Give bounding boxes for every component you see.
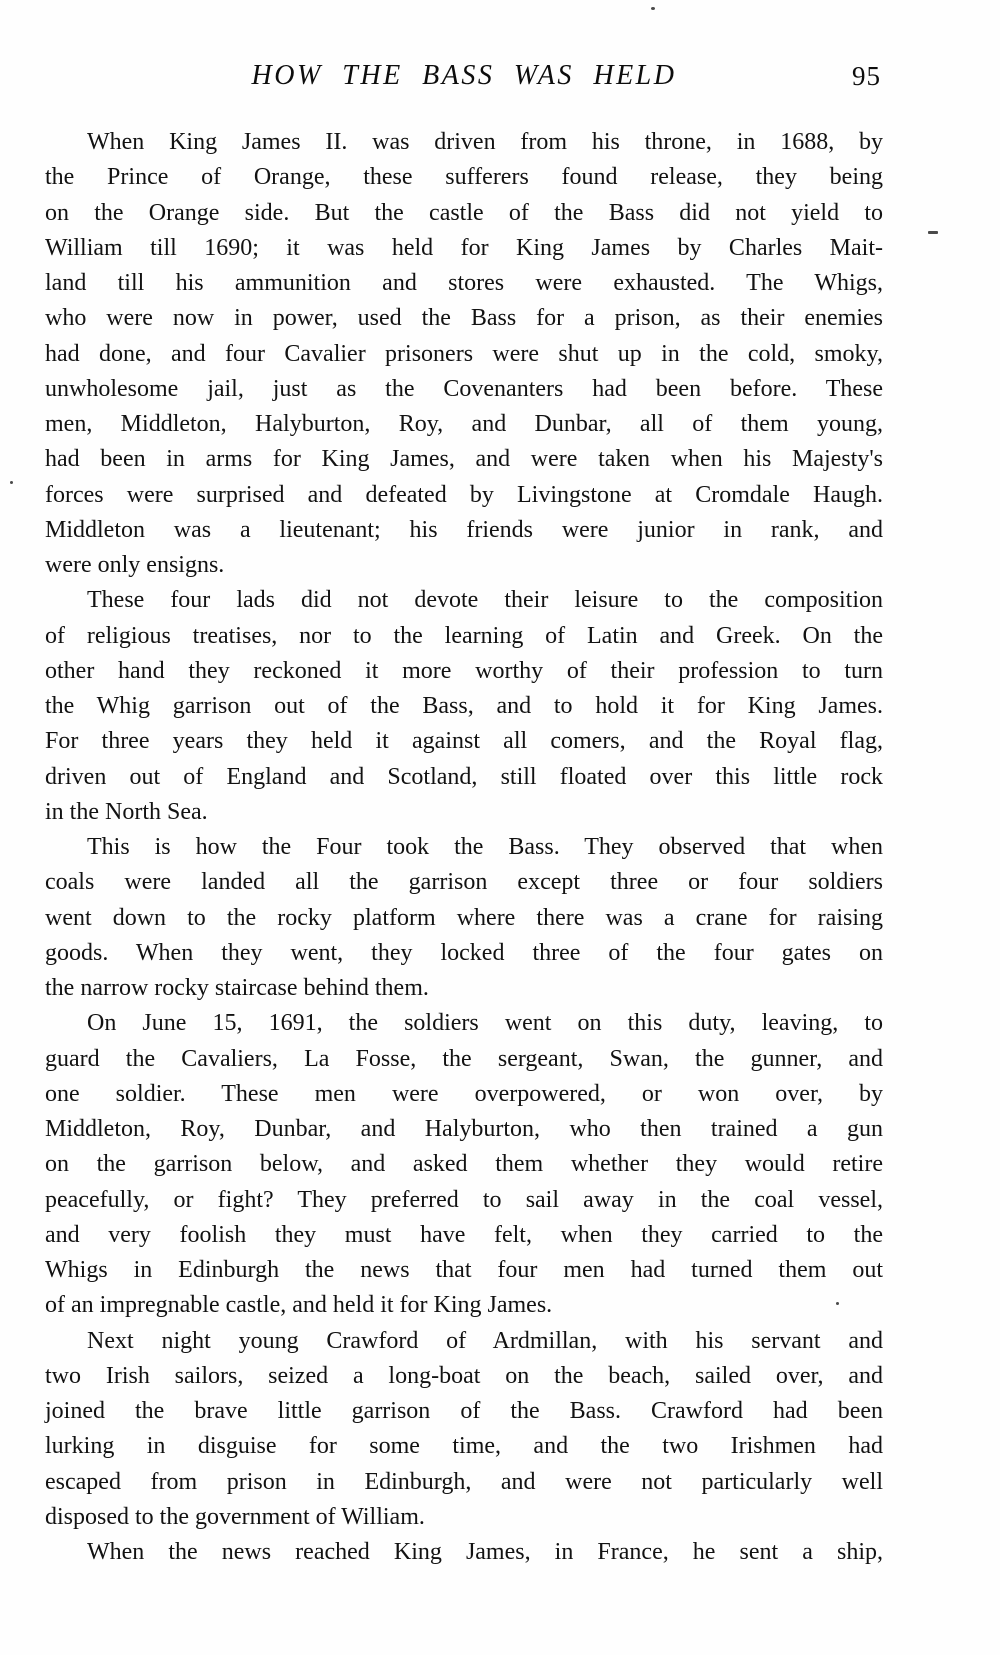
text-line: driven out of England and Scotland, still floated over this little rock <box>45 763 883 790</box>
text-line: William till 1690; it was held for King James by Charles Mait- <box>45 234 883 261</box>
text-line: Next night young Crawford of Ardmillan, with his servant and <box>87 1327 883 1354</box>
text-line: were only ensigns. <box>45 552 225 578</box>
text-line: one soldier. These men were overpowered, or won over, by <box>45 1080 883 1107</box>
text-line: guard the Cavaliers, La Fosse, the sergeant, Swan, the gunner, and <box>45 1045 883 1072</box>
text-line: On June 15, 1691, the soldiers went on this duty, leaving, to <box>87 1010 883 1037</box>
page-body <box>45 125 883 1570</box>
text-line: Middleton, Roy, Dunbar, and Halyburton, who then trained a gun <box>45 1116 883 1142</box>
text-line: went down to the rocky platform where there was a crane for raising <box>45 904 883 931</box>
text-line: When King James II. was driven from his throne, in 1688, by <box>87 129 883 155</box>
text-line: This is how the Four took the Bass. They observed that when <box>87 834 883 860</box>
text-line: the narrow rocky staircase behind them. <box>45 975 429 1001</box>
scan-speck <box>10 481 13 484</box>
text-line: who were now in power, used the Bass for a prison, as their enemies <box>45 305 883 332</box>
text-line: had been in arms for King James, and were taken when his Majesty's <box>45 446 883 473</box>
text-line: These four lads did not devote their leisure to the composition <box>87 587 883 614</box>
text-line: other hand they reckoned it more worthy of their profession to turn <box>45 657 883 684</box>
text-line: on the garrison below, and asked them whether they would retire <box>45 1151 883 1178</box>
text-line: joined the brave little garrison of the Bass. Crawford had been <box>45 1398 883 1424</box>
chapter-title: HOW THE BASS WAS HELD <box>251 60 677 91</box>
text-line: coals were landed all the garrison except three or four soldiers <box>45 869 883 896</box>
text-line: men, Middleton, Halyburton, Roy, and Dunbar, all of them young, <box>45 411 883 437</box>
scan-speck <box>928 231 938 234</box>
text-line: When the news reached King James, in France, he sent a ship, <box>87 1539 883 1565</box>
text-line: in the North Sea. <box>45 798 208 825</box>
text-line: forces were surprised and defeated by Livingstone at Cromdale Haugh. <box>45 481 883 508</box>
text-line: goods. When they went, they locked three of the four gates on <box>45 939 883 966</box>
scan-speck <box>836 1302 839 1305</box>
text-line: of an impregnable castle, and held it for King James. <box>45 1292 553 1319</box>
text-line: of religious treatises, nor to the learning of Latin and Greek. On the <box>45 622 883 649</box>
text-line: land till his ammunition and stores were exhausted. The Whigs, <box>45 270 883 296</box>
text-line: lurking in disguise for some time, and the two Irishmen had <box>45 1433 883 1460</box>
text-line: Whigs in Edinburgh the news that four men had turned them out <box>45 1257 883 1283</box>
page-header <box>45 60 883 96</box>
text-line: on the Orange side. But the castle of the Bass did not yield to <box>45 199 883 226</box>
text-line: had done, and four Cavalier prisoners were shut up in the cold, smoky, <box>45 340 883 367</box>
text-line: disposed to the government of William. <box>45 1503 425 1530</box>
scan-speck <box>651 7 655 10</box>
text-line: Middleton was a lieutenant; his friends were junior in rank, and <box>45 516 883 543</box>
page-number: 95 <box>852 61 881 91</box>
text-line: For three years they held it against all comers, and the Royal flag, <box>45 728 883 755</box>
text-line: peacefully, or fight? They preferred to sail away in the coal vessel, <box>45 1186 883 1213</box>
text-line: the Prince of Orange, these sufferers found release, they being <box>45 164 883 191</box>
text-line: the Whig garrison out of the Bass, and to hold it for King James. <box>45 693 883 719</box>
text-line: unwholesome jail, just as the Covenanters had been before. These <box>45 375 883 402</box>
text-line: escaped from prison in Edinburgh, and were not particularly well <box>45 1468 883 1495</box>
text-line: and very foolish they must have felt, when they carried to the <box>45 1221 883 1248</box>
text-line: two Irish sailors, seized a long-boat on the beach, sailed over, and <box>45 1362 883 1389</box>
